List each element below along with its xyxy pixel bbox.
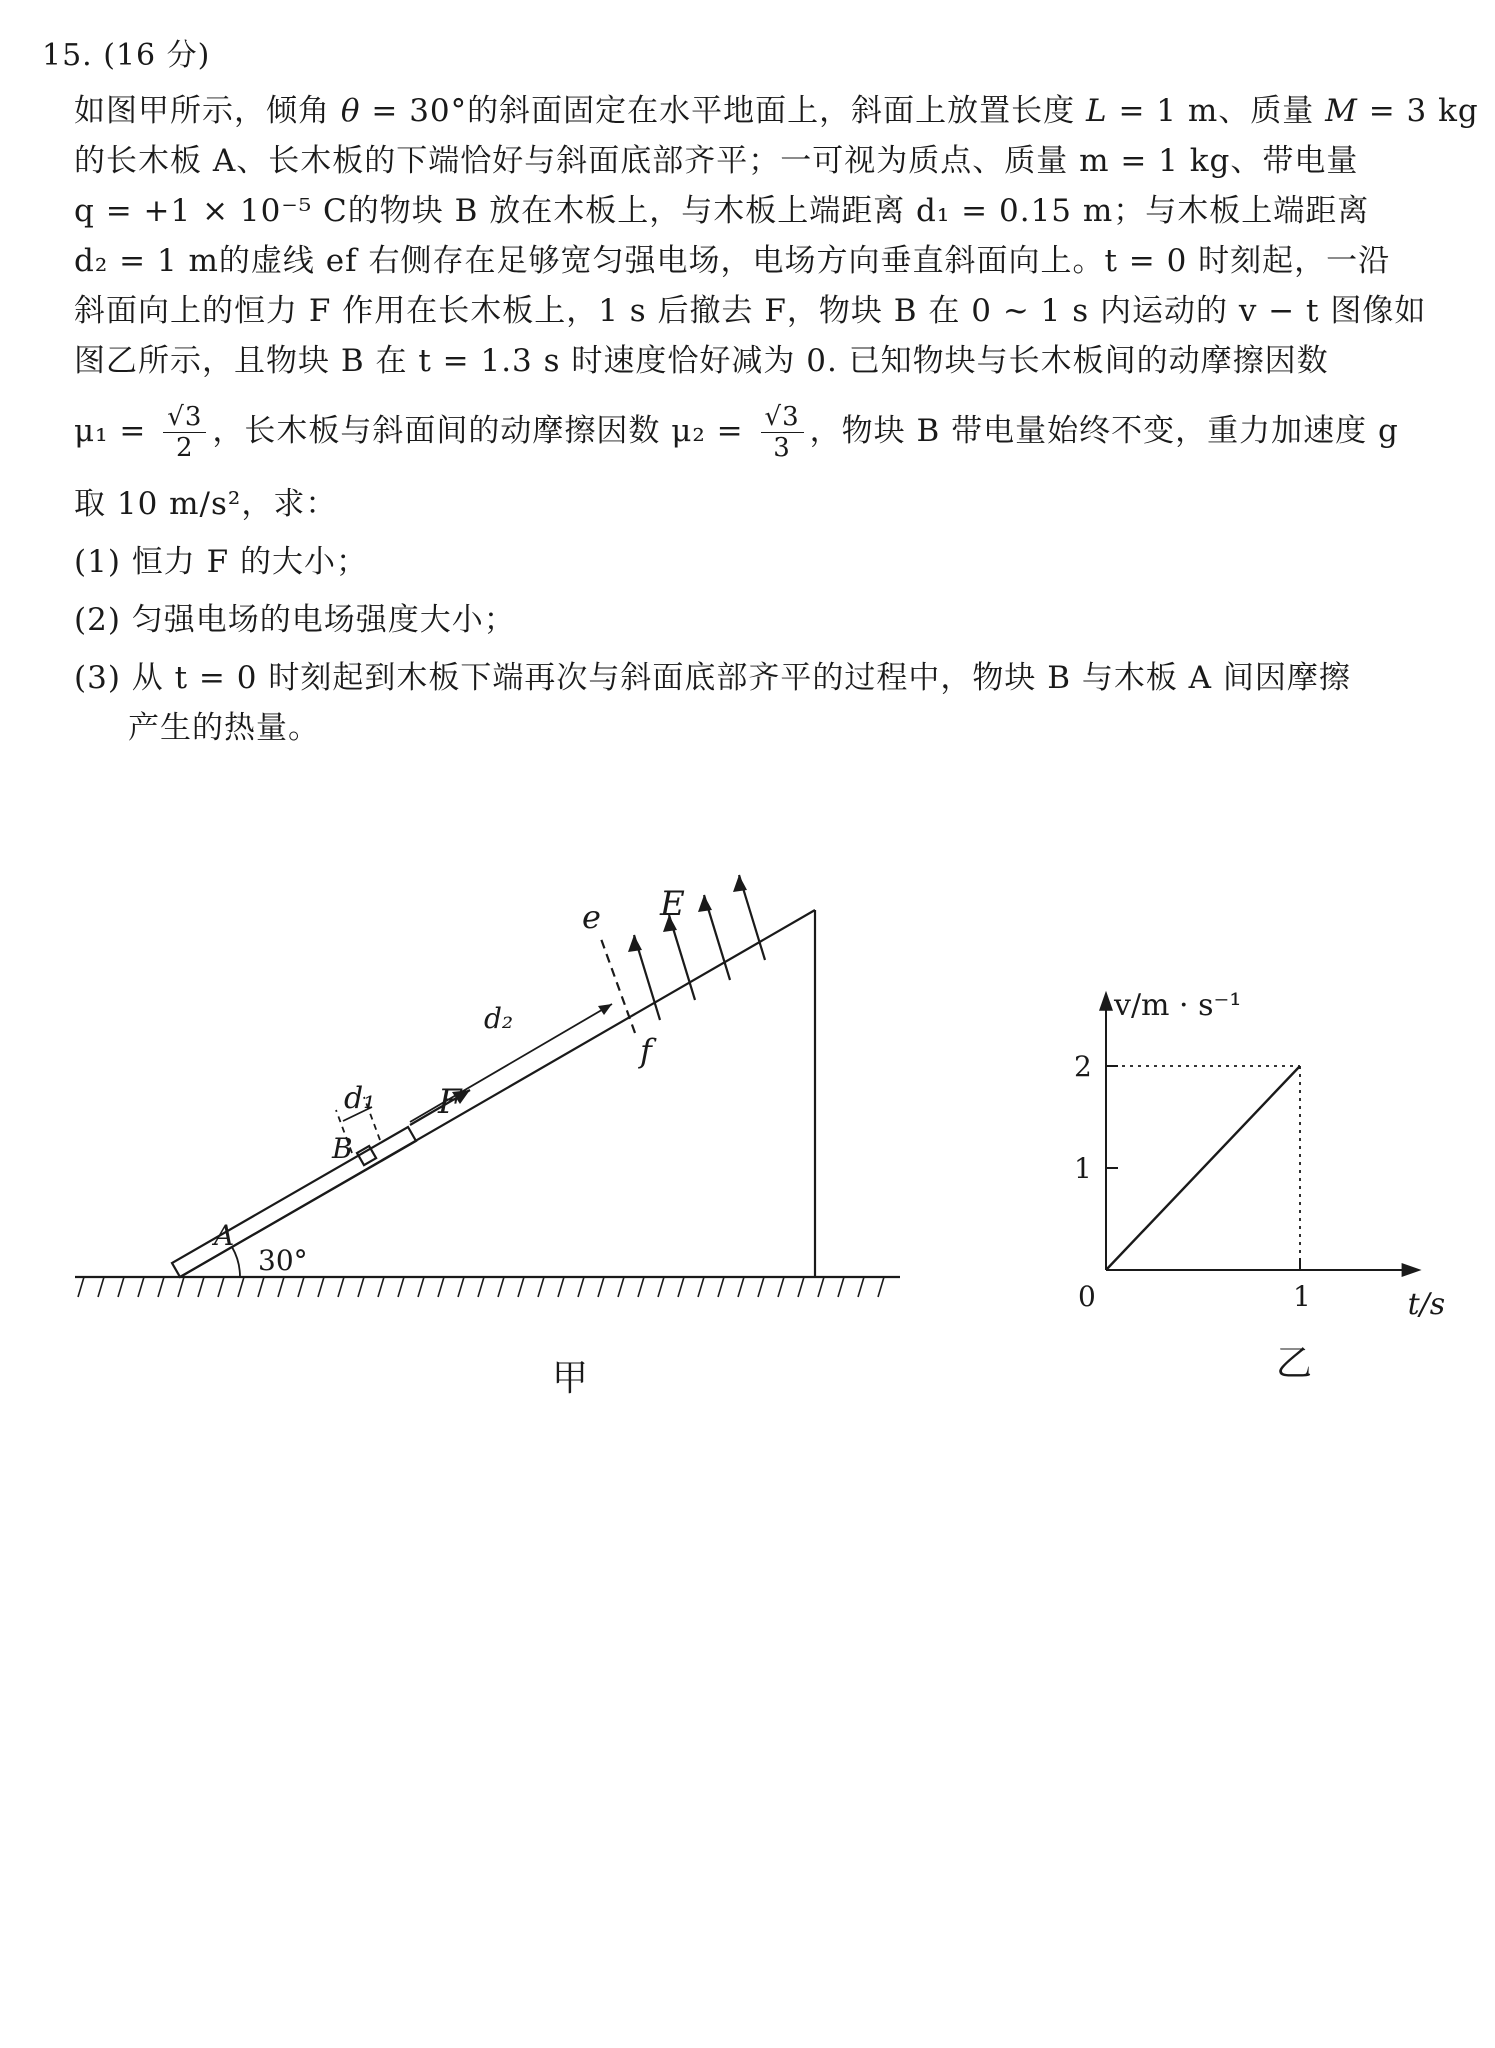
mu2-denominator: 3 [773,433,791,463]
stem-var: L [1086,93,1108,129]
series-line [1106,1066,1300,1270]
label-f: f [640,1032,652,1070]
stem-text: = 3 kg [1357,93,1479,129]
x-axis-arrowhead [1402,1263,1422,1277]
origin-label: 0 [1078,1280,1096,1313]
question-2: (2) 匀强电场的电场强度大小； [74,602,516,638]
stem-line-2: 的长木板 A、长木板的下端恰好与斜面底部齐平；一可视为质点、质量 m = 1 kg、带电量 [74,143,1359,179]
stem-text: ，长木板与斜面间的动摩擦因数 μ₂ = [212,413,744,449]
stem-text: = 1 m、质量 [1107,93,1326,129]
caption-jia: 甲 [552,1358,589,1399]
y-tick-label: 2 [1074,1050,1092,1083]
label-b: B [332,1132,353,1165]
label-force-f: F [438,1082,462,1122]
problem-number: 15. [42,38,93,73]
stem-var: θ [340,93,361,129]
caption-yi: 乙 [1276,1343,1313,1384]
question-3-cont: 产生的热量。 [128,710,320,746]
stem-line-3: q = +1 × 10⁻⁵ C的物块 B 放在木板上，与木板上端距离 d₁ = 0.15 m；与木板上端距离 [74,193,1370,229]
question-1: (1) 恒力 F 的大小； [74,544,368,580]
y-axis-label: v/m · s⁻¹ [1114,987,1242,1023]
label-field-e: E [660,884,685,924]
label-angle: 30° [258,1244,308,1277]
label-e: e [582,898,601,936]
mu2-numerator: √3 [761,402,804,433]
problem-points: (16 分) [103,38,211,73]
y-tick-label: 1 [1074,1152,1092,1185]
y-axis-arrowhead [1099,991,1113,1011]
stem-line-5: 斜面向上的恒力 F 作用在长木板上，1 s 后撤去 F，物块 B 在 0 ~ 1 s 内运动的 v − t 图像如 [74,293,1427,329]
mu1-label: μ₁ = [74,413,147,449]
stem-text: = 30°的斜面固定在水平地面上，斜面上放置长度 [360,93,1087,129]
stem-var: M [1325,93,1358,129]
label-d1: d₁ [344,1081,376,1116]
label-d2: d₂ [484,1002,514,1035]
stem-text: 如图甲所示，倾角 [74,93,341,129]
stem-line-4: d₂ = 1 m的虚线 ef 右侧存在足够宽匀强电场，电场方向垂直斜面向上。t = 0 时刻起，一沿 [74,243,1391,279]
stem-line-8: 取 10 m/s²，求： [74,486,338,522]
x-tick-label: 1 [1293,1280,1311,1313]
label-a: A [214,1219,235,1252]
mu1-numerator: √3 [163,402,206,433]
x-axis-label: t/s [1407,1287,1446,1322]
stem-text: ，物块 B 带电量始终不变，重力加速度 g [809,413,1399,449]
mu1-denominator: 2 [176,433,194,463]
stem-line-6: 图乙所示，且物块 B 在 t = 1.3 s 时速度恰好减为 0. 已知物块与长木板间的动摩擦因数 [74,343,1329,379]
question-3: (3) 从 t = 0 时刻起到木板下端再次与斜面底部齐平的过程中，物块 B 与木板 A 间因摩擦 [74,660,1351,696]
